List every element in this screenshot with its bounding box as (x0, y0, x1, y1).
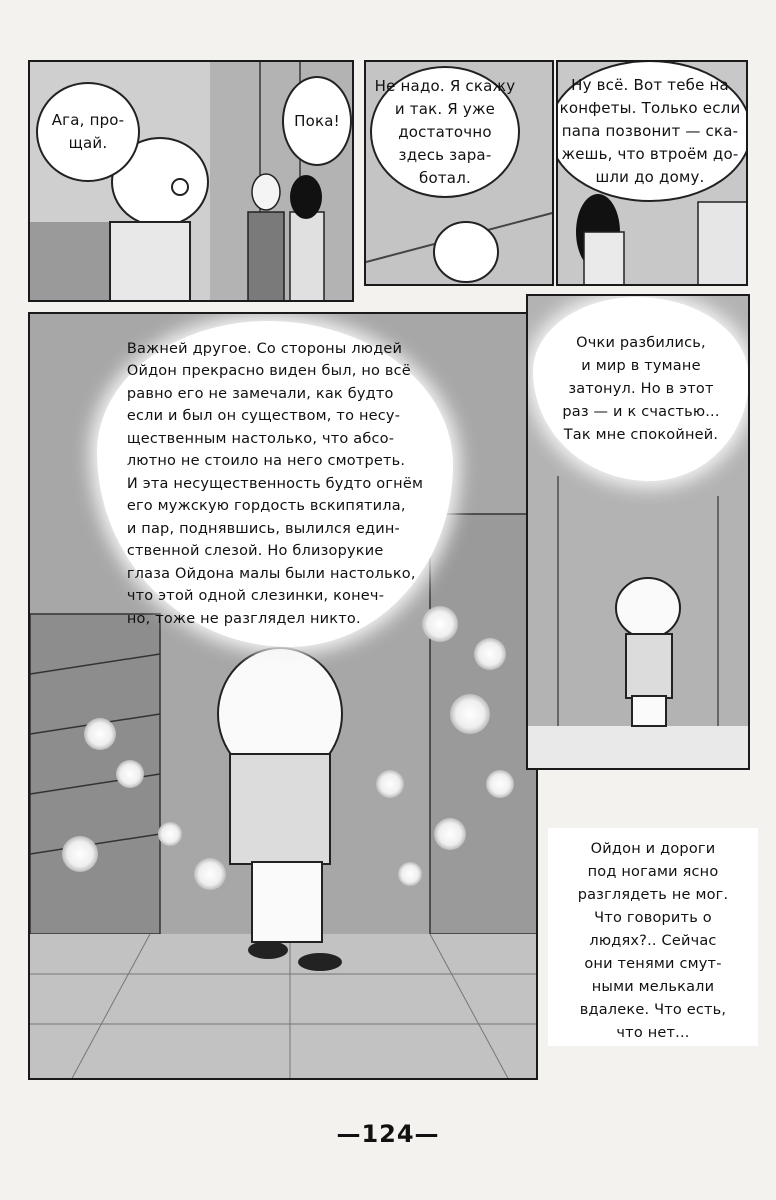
narration-text: Важней другое. Со стороны людей Ойдон прекрасно виден был, но всё равно его не замечали, как будто если и был он существом, то несу- щественным настолько, что абсо- лютно не стоило на него смотреть. И эта несущественность будто огнём его мужскую гордость вскипятила, и пар, поднявшись, вылился един- ственной слезой. Но близорукие глаза Ойдона малы были настолько, что этой одной слезинки, конеч- но, тоже не разглядел никто. (126, 340, 424, 627)
panel-3 (556, 60, 748, 286)
speech-text: Не надо. Я скажу и так. Я уже достаточно здесь зара- ботал. (374, 76, 516, 187)
panel-2 (364, 60, 554, 286)
page-number: —124— (336, 1120, 440, 1148)
speech-bubble-left (36, 82, 140, 182)
speech-bubble (370, 66, 520, 198)
thought-text: Очки разбились, и мир в тумане затонул. Но в этот раз — и к счастью... Так мне спокойней. (562, 334, 720, 443)
narration-cloud (100, 324, 450, 644)
speech-text: Ну всё. Вот тебе на конфеты. Только если папа позвонит — ска- жешь, что втроём до- шли до дому. (559, 75, 741, 186)
speech-bubble-right (282, 76, 352, 166)
panel-1 (28, 60, 354, 302)
speech-text: Пока! (294, 111, 340, 130)
caption-text: Ойдон и дороги под ногами ясно разглядеть не мог. Что говорить о людях?.. Сейчас они тенями смут- ными мелькали вдалеке. Что есть, что нет... (577, 841, 729, 1041)
speech-bubble (556, 60, 748, 202)
panel-5 (526, 294, 750, 770)
speech-text: Ага, про- щай. (51, 111, 125, 152)
narration-caption (548, 828, 758, 1046)
panel-4 (28, 312, 538, 1080)
